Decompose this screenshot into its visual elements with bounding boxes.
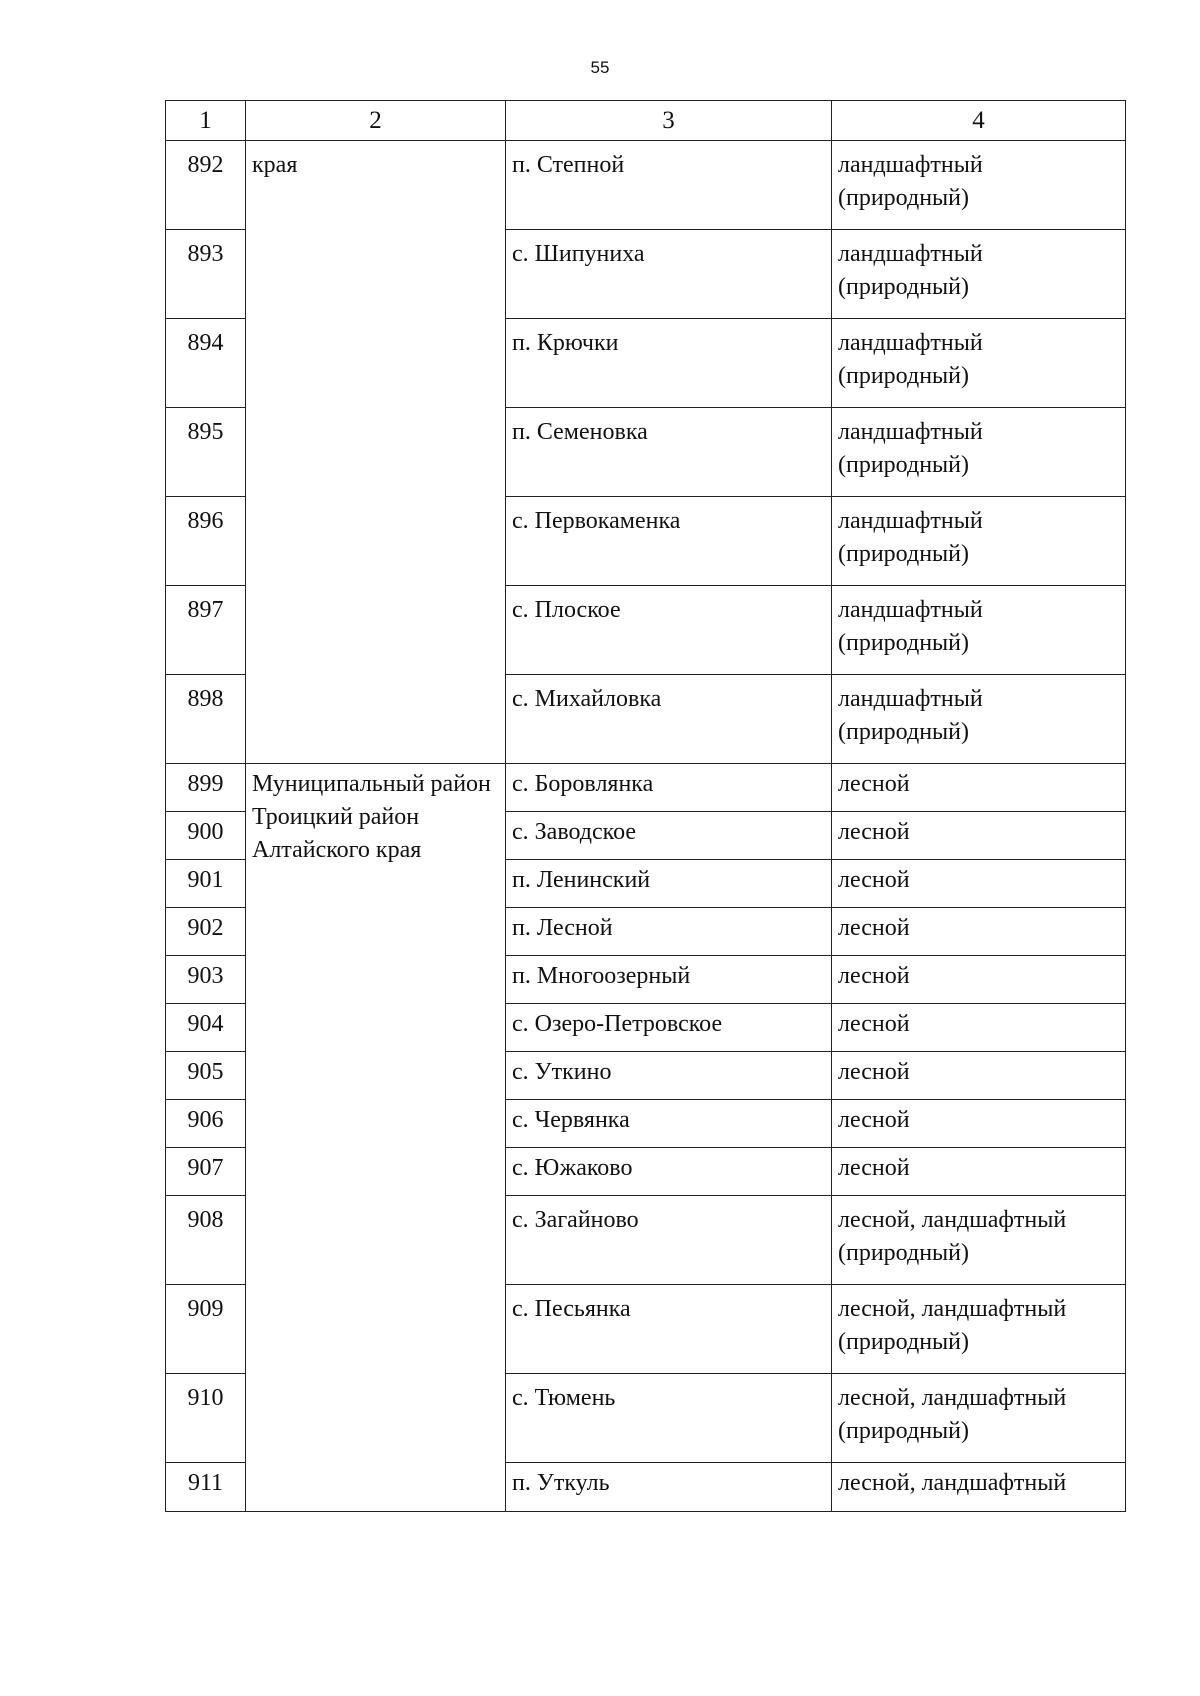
landscape-type: лесной, ландшафтный (природный)	[832, 1285, 1126, 1374]
row-number: 903	[166, 956, 246, 1004]
settlement-name: с. Озеро-Петровское	[506, 1004, 832, 1052]
landscape-type: ландшафтный (природный)	[832, 408, 1126, 497]
settlement-name: с. Тюмень	[506, 1374, 832, 1463]
row-number: 905	[166, 1052, 246, 1100]
settlement-name: с. Песьянка	[506, 1285, 832, 1374]
settlement-name: п. Ленинский	[506, 860, 832, 908]
row-number: 904	[166, 1004, 246, 1052]
page-number: 55	[590, 58, 610, 77]
settlement-name: п. Степной	[506, 141, 832, 230]
landscape-type: ландшафтный (природный)	[832, 319, 1126, 408]
landscape-type: лесной	[832, 764, 1126, 812]
row-number: 895	[166, 408, 246, 497]
header-row	[166, 101, 1126, 141]
row-number: 902	[166, 908, 246, 956]
landscape-type: лесной	[832, 956, 1126, 1004]
row-number: 901	[166, 860, 246, 908]
row-number: 908	[166, 1196, 246, 1285]
column-header-3: 3	[506, 101, 832, 141]
settlement-name: п. Лесной	[506, 908, 832, 956]
row-number: 900	[166, 812, 246, 860]
settlement-name: с. Первокаменка	[506, 497, 832, 586]
column-header-4: 4	[832, 101, 1126, 141]
row-number: 911	[166, 1463, 246, 1512]
row-number: 892	[166, 141, 246, 230]
column-header-1: 1	[166, 101, 246, 141]
row-number: 893	[166, 230, 246, 319]
row-number: 897	[166, 586, 246, 675]
settlement-name: п. Многоозерный	[506, 956, 832, 1004]
table-row	[166, 764, 1126, 812]
landscape-type: ландшафтный (природный)	[832, 141, 1126, 230]
row-number: 894	[166, 319, 246, 408]
table-row	[166, 141, 1126, 230]
row-number: 909	[166, 1285, 246, 1374]
district-cell: Муниципальный район Троицкий район Алтайского края	[246, 764, 506, 1512]
settlement-name: с. Уткино	[506, 1052, 832, 1100]
settlement-name: с. Южаково	[506, 1148, 832, 1196]
row-number: 896	[166, 497, 246, 586]
settlement-name: с. Шипуниха	[506, 230, 832, 319]
district-cell: края	[246, 141, 506, 764]
settlement-name: с. Боровлянка	[506, 764, 832, 812]
landscape-type: лесной, ландшафтный	[832, 1463, 1126, 1512]
row-number: 906	[166, 1100, 246, 1148]
settlement-name: с. Червянка	[506, 1100, 832, 1148]
landscape-type: ландшафтный (природный)	[832, 230, 1126, 319]
row-number: 907	[166, 1148, 246, 1196]
settlement-name: с. Загайново	[506, 1196, 832, 1285]
row-number: 910	[166, 1374, 246, 1463]
row-number: 899	[166, 764, 246, 812]
landscape-type: лесной	[832, 1004, 1126, 1052]
landscape-type: ландшафтный (природный)	[832, 586, 1126, 675]
landscape-type: лесной	[832, 1100, 1126, 1148]
column-header-2: 2	[246, 101, 506, 141]
landscape-type: лесной	[832, 1052, 1126, 1100]
landscape-type: лесной, ландшафтный (природный)	[832, 1374, 1126, 1463]
settlement-name: п. Крючки	[506, 319, 832, 408]
settlement-name: с. Михайловка	[506, 675, 832, 764]
landscape-type: ландшафтный (природный)	[832, 675, 1126, 764]
landscape-type: лесной, ландшафтный (природный)	[832, 1196, 1126, 1285]
row-number: 898	[166, 675, 246, 764]
landscape-type: лесной	[832, 908, 1126, 956]
settlements-table	[165, 100, 1126, 1512]
settlement-name: п. Семеновка	[506, 408, 832, 497]
landscape-type: лесной	[832, 1148, 1126, 1196]
landscape-type: лесной	[832, 812, 1126, 860]
settlement-name: с. Плоское	[506, 586, 832, 675]
settlement-name: с. Заводское	[506, 812, 832, 860]
landscape-type: лесной	[832, 860, 1126, 908]
settlement-name: п. Уткуль	[506, 1463, 832, 1512]
landscape-type: ландшафтный (природный)	[832, 497, 1126, 586]
